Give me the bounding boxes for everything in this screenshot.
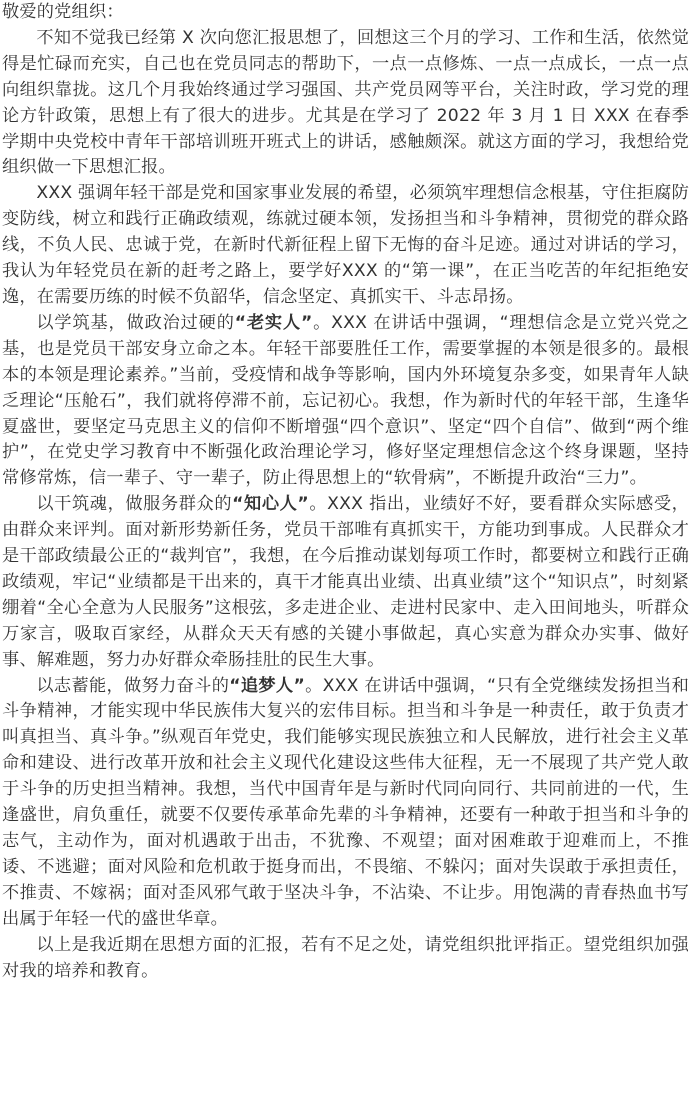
paragraph-dream-chaser-keyword: “追梦人”	[229, 675, 305, 696]
paragraph-serve-masses-text: 。XXX 指出，业绩好不好，要看群众实际感受，由群众来评判。面对新形势新任务，党员干部唯有真抓实干，方能功到事成。人民群众才是干部政绩最公正的“裁判官”，我想，在今后推动谋划每项工作时，都要树立和践行正确政绩观，牢记“业绩都是干出来的，真干才能真出业绩、出真业绩”这个“知识点”，时刻紧绷着“全心全意为人民服务”这根弦，多走进企业、走进村民家中、走入田间地头，听群众万家言，吸取百家经，从群众天天有感的关键小事做起，真心实意为群众办实事、做好事、解难题，努力办好群众牵肠挂肚的民生大事。	[2, 494, 690, 670]
paragraph-dream-chaser-lead: 以志蓄能，做努力奋斗的	[36, 675, 230, 696]
paragraph-serve-masses-keyword: “知心人”	[232, 494, 309, 515]
paragraph-dream-chaser-text: 。XXX 在讲话中强调，“只有全党继续发扬担当和斗争精神，才能实现中华民族伟大复兴的宏伟目标。担当和斗争是一种责任，敢于负责才叫真担当、真斗争。”纵观百年党史，我们能够实现民族独立和人民解放，进行社会主义革命和建设、进行改革开放和社会主义现代化建设这些伟大征程，无一不展现了共产党人敢于斗争的历史担当精神。我想，当代中国青年是与新时代同向同行、共同前进的一代，生逢盛世，肩负重任，就要不仅要传承革命先辈的斗争精神，还要有一种敢于担当和斗争的志气，主动作为，面对机遇敢于出击，不犹豫、不观望；面对困难敢于迎难而上，不推诿、不逃避；面对风险和危机敢于挺身而出，不畏缩、不躲闪；面对失误敢于承担责任，不推责、不嫁祸；面对歪风邪气敢于坚决斗争，不沾染、不让步。用饱满的青春热血书写出属于年轻一代的盛世华章。	[2, 675, 690, 929]
paragraph-closing-text: 以上是我近期在思想方面的汇报，若有不足之处，请党组织批评指正。望党组织加强对我的培养和教育。	[2, 934, 689, 981]
paragraph-study-foundation-lead: 以学筑基，做政治过硬的	[36, 312, 235, 333]
paragraph-study-foundation-keyword: “老实人”	[234, 312, 313, 333]
paragraph-youth-cadres	[2, 181, 689, 311]
paragraph-serve-masses	[2, 492, 689, 673]
paragraph-study-foundation	[2, 311, 689, 492]
salutation: 敬爱的党组织：	[2, 2, 124, 22]
paragraph-closing	[2, 933, 689, 985]
paragraph-study-foundation-text: 。XXX 在讲话中强调，“理想信念是立党兴党之基，也是党员干部安身立命之本。年轻干部要胜任工作，需要掌握的本领是很多的。最根本的本领是理论素养。”当前，受疫情和战争等影响，国内外环境复杂多变，如果青年人缺乏理论“压舱石”，我们就将停滞不前，忘记初心。我想，作为新时代的年轻干部，生逢华夏盛世，要坚定马克思主义的信仰不断增强“四个意识”、坚定“四个自信”、做到“两个维护”，在党史学习教育中不断强化政治理论学习，修好坚定理想信念这个终身课题，坚持常修常炼，信一辈子、守一辈子，防止得思想上的“软骨病”，不断提升政治“三力”。	[2, 312, 690, 489]
paragraph-youth-cadres-text: XXX 强调年轻干部是党和国家事业发展的希望，必须筑牢理想信念根基，守住拒腐防变防线，树立和践行正确政绩观，练就过硬本领，发扬担当和斗争精神，贯彻党的群众路线，不负人民、忠诚于党，在新时代新征程上留下无悔的奋斗足迹。通过对讲话的学习，我认为年轻党员在新的赶考之路上，要学好XXX 的“第一课”，在正当吃苦的年纪拒绝安逸，在需要历练的时候不负韶华，信念坚定、真抓实干、斗志昂扬。	[2, 183, 689, 307]
paragraph-intro	[2, 26, 689, 181]
paragraph-dream-chaser	[2, 674, 689, 933]
paragraph-intro-text: 不知不觉我已经第 X 次向您汇报思想了，回想这三个月的学习、工作和生活，依然觉得是忙碌而充实，自己也在党员同志的帮助下，一点一点修炼、一点一点成长，一点一点向组织靠拢。这几个月我始终通过学习强国、共产党员网等平台，关注时政，学习党的理论方针政策，思想上有了很大的进步。尤其是在学习了 2022 年 3 月 1 日 XXX 在春季学期中央党校中青年干部培训班开班式上的讲话，感触颇深。就这方面的学习，我想给党组织做一下思想汇报。	[2, 27, 689, 178]
paragraph-serve-masses-lead: 以干筑魂，做服务群众的	[36, 494, 233, 515]
